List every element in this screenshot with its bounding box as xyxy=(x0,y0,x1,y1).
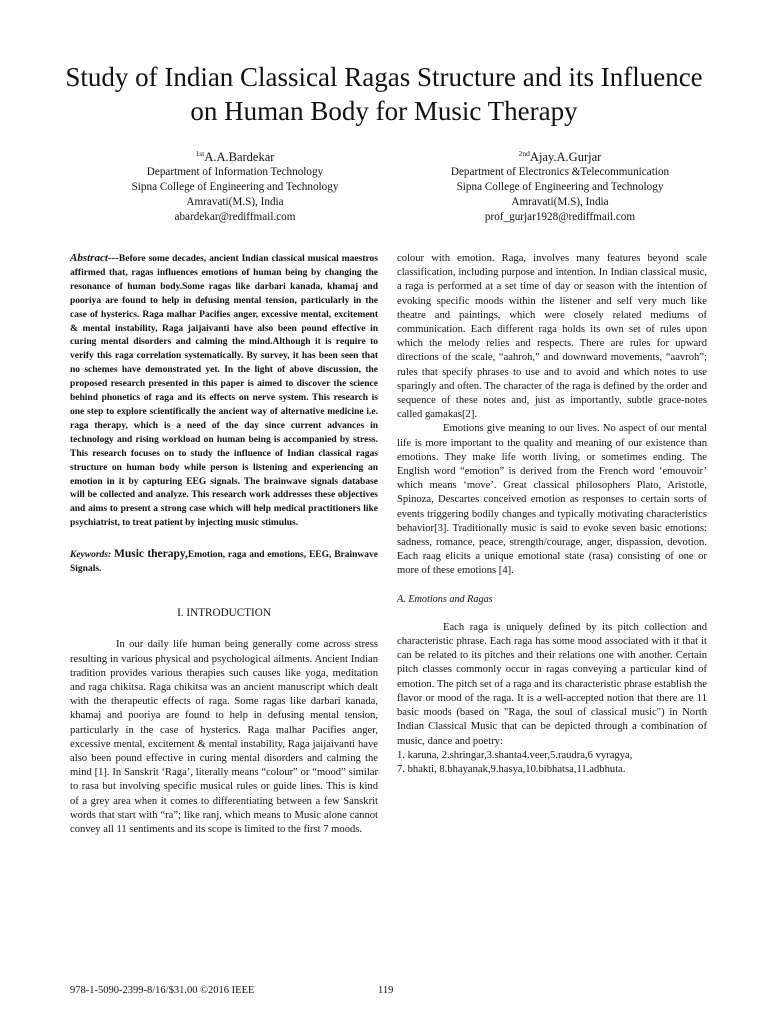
abstract xyxy=(70,252,378,531)
author-college: Sipna College of Engineering and Technology xyxy=(456,181,664,194)
author-college: Sipna College of Engineering and Technology xyxy=(131,181,339,194)
author-name: $^{2nd}$Ajay.A.Gurjar xyxy=(518,149,602,165)
author-block-2 xyxy=(395,146,725,225)
author-city: Amravati(M.S), India xyxy=(186,196,284,209)
paper-title: Study of Indian Classical Ragas Structure and its Influence on Human Body for Music Therapy xyxy=(65,62,703,126)
author-name: $^{1st}$A.A.Bardekar xyxy=(195,149,275,165)
body-paragraph: colour with emotion. Raga, involves many features beyond scale classification, including purpose and intention. In Indian classical music, a raga is performed at a set time of day or season with the intention of evoking specific moods within the listener and self very much like theatre and paintings, which were closely related mediums of communication. Each different raga holds its own set of rules upon which the melody relies and respects. There are rules for upward directions of the scale, “aahroh,” and downward movements, “aavroh”; rules that specify phrases to use and to avoid and which notes to use sparingly and often. The character of the raga is defined by the order and sequence of these notes and, just as importantly, subtle grace-notes called gamakas[2]. xyxy=(397,253,707,421)
moods-list-line: 7. bhakti, 8.bhayanak,9.hasya,10.bibhatsa,11.adbhuta. xyxy=(397,763,626,775)
left-column xyxy=(70,252,378,837)
moods-list-line: 1. karuna, 2.shringar,3.shanta4.veer,5.raudra,6 vyragya, xyxy=(397,749,633,761)
right-column xyxy=(397,252,707,777)
keywords-list: Emotion, raga and emotions, EEG, Brainwave Signals. xyxy=(70,550,378,575)
subsection-heading: A. Emotions and Ragas xyxy=(397,593,493,605)
keywords xyxy=(70,547,378,576)
author-email: abardekar@rediffmail.com xyxy=(174,211,296,224)
author-department: Department of Information Technology xyxy=(146,166,324,179)
copyright-footer: 978-1-5090-2399-8/16/$31.00 ©2016 IEEE xyxy=(70,985,255,996)
keyword-primary: Music therapy, xyxy=(113,548,188,561)
author-email: prof_gurjar1928@rediffmail.com xyxy=(484,211,636,224)
intro-paragraph: In our daily life human being generally come across stress resulting in various physical and psychological ailments. Ancient Indian tradition provides various therapies such causes like yoga, meditation and raga chikitsa. Raga chikitsa was an ancient manuscript which dealt with the therapeutic effects of raga. Some ragas like darbari kanada, khamaj and pooriya are found to help in defusing mental tension, particularly in the case of hysterics. Raga malhar Pacifies anger, excessive mental, excitement & mental instability, Raga jaijaivanti have also been pound effective in curing mental disorders and calming the mind [1]. In Sanskrit ‘Raga’, literally means “colour” or “mood” similar to rasa but involving specific musical rules or guide lines. This is kind of a grey area when it comes to differentiating between a few Sanskrit words that start with “ra”; like ranj, which means to Music alone cannot convey all 11 sentiments and its scope is limited to the first 7 moods. xyxy=(70,639,378,835)
section-heading-introduction: I. INTRODUCTION xyxy=(177,607,271,620)
body-paragraph: Emotions give meaning to our lives. No aspect of our mental life is more important to the quality and meaning of our existence than emotions. They make life worth living, or sometimes ending. The English word “emotion” is derived from the French word ‘emouvoir’ which means ‘move’. Great classical philosophers Plato, Aristotle, Spinoza, Descartes conceived emotion as responses to certain sorts of events triggering bodily changes and typically motivating characteristics behavior[3]. Traditionally music is said to evoke seven basic emotions: sadness, romance, peace, strength/courage, anger, dispassion, devotion. Each raag elicits a unique emotional state (rasa) consisting of one or more of these emotions [4]. xyxy=(397,423,707,577)
body-paragraph: Each raga is uniquely defined by its pitch collection and characteristic phrase. Each raga has some mood associated with it that it can be related to its pitches and their relations one with another. Certain pitch classes commonly occur in ragas conveying a particular kind of emotion. The pitch set of a raga and its characteristic phrase establish the flavor or mood of the raga. It is a well-accepted notion that there are 11 basic moods (based on "Raga, the soul of classical music") in North Indian Classical Music that can be depicted through a combination of music, dance and poetry: xyxy=(397,621,707,747)
author-department: Department of Electronics &Telecommunication xyxy=(450,166,670,179)
abstract-text: Before some decades, ancient Indian classical musical maestros affirmed that, ragas influences emotions of human being by changing the resonance of human body.Some ragas like darbari kanada, khamaj and pooriya are found to help in defusing mental tension, particularly in the case of hysterics. Raga malhar Pacifies anger, excessive mental, excitement & mental instability, Raga jaijaivanti have also been pound effective in curing mental disorders and calming the mind.Although it is require to verify this raga correlation systematically. By survey, it has been seen that no schemes have demonstrated yet. In the light of above discussion, the proposed research presented in this paper is aimed to discover the science behind phonetics of raga and its effects on nerve system. This research is one step to explore scientifically the ancient way of alternative medicine i.e. raga therapy, which is a need of the day since current advances in technology and rising workload on human being is accompanied by stress. This research focuses on to study the influence of Indian classical ragas structure on human body while person is listening and experiencing an emotion in it by capturing EEG signals. The brainwave signals database will be collected and analyze. This research work addresses these objectives and aims to present a strong case which will help medical practitioners like psychiatrist, to treat patient by injecting music stimulus. xyxy=(70,254,378,529)
author-block-1 xyxy=(70,146,400,225)
author-city: Amravati(M.S), India xyxy=(511,196,609,209)
abstract-label: Abstract--- xyxy=(70,252,119,264)
keywords-label: Keywords: xyxy=(70,550,112,561)
page-number: 119 xyxy=(378,985,394,996)
